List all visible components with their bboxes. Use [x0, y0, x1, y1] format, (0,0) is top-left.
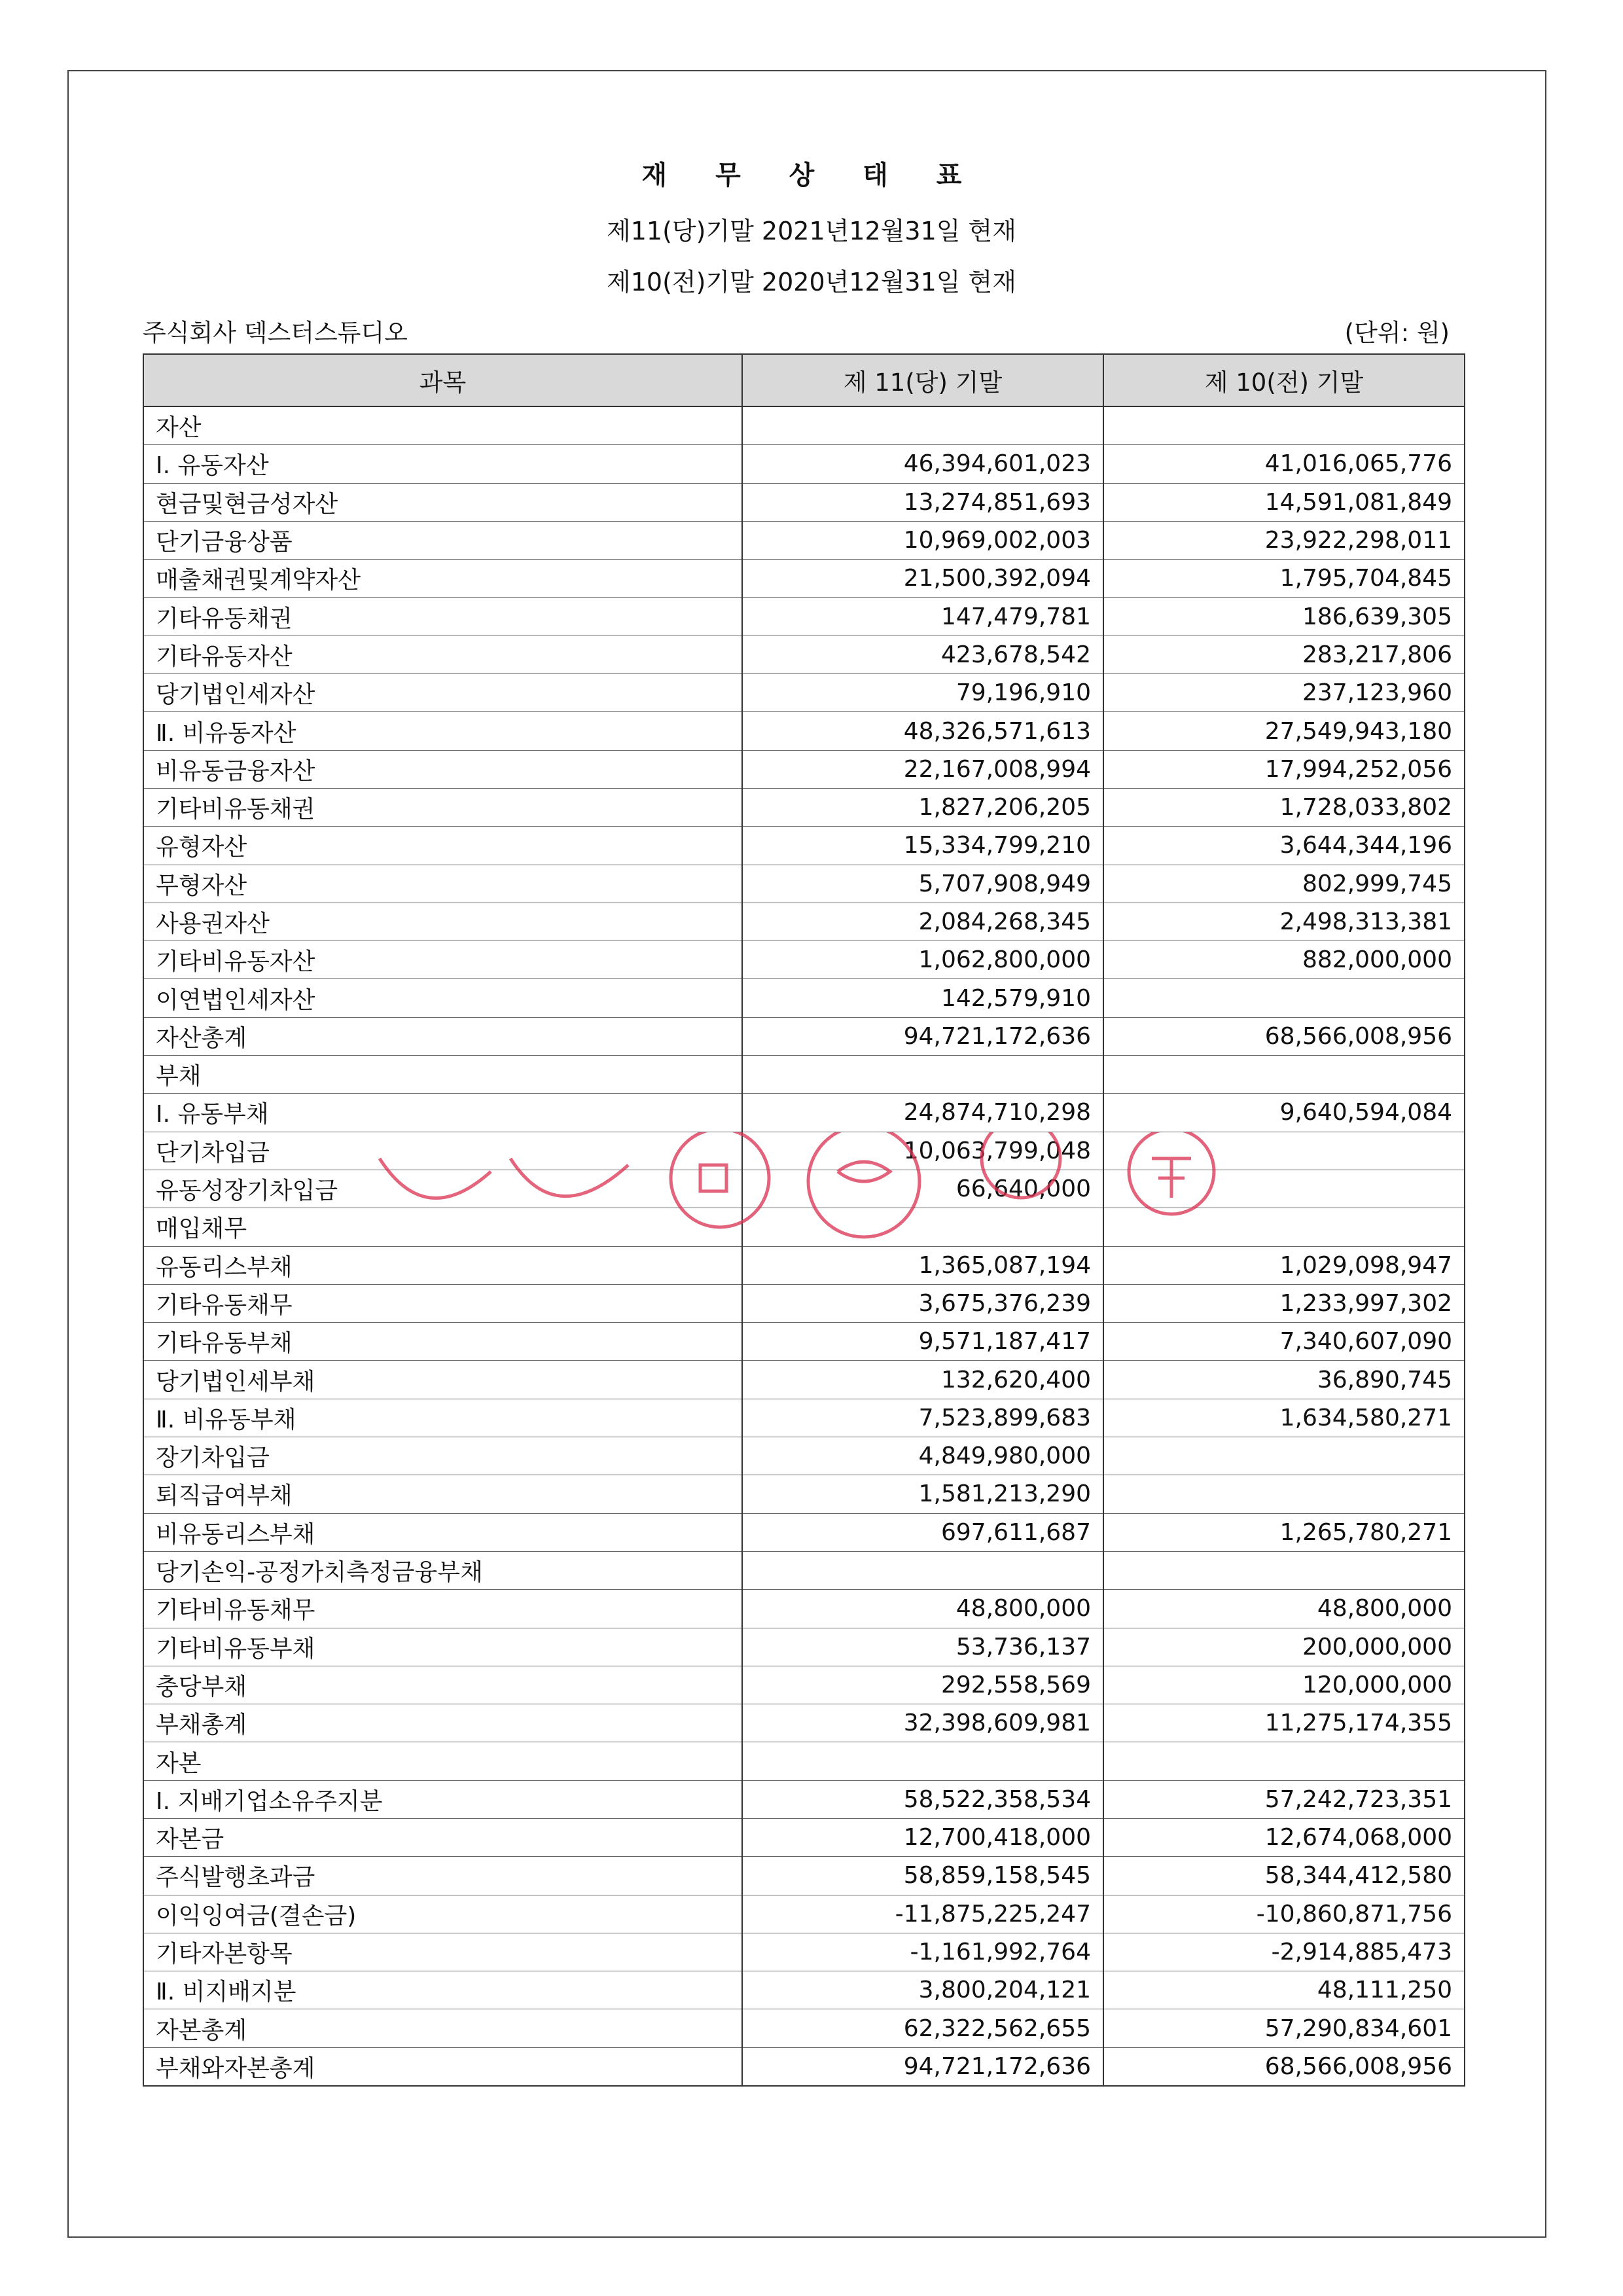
account-name: 유동리스부채 — [143, 1246, 742, 1284]
prior-period-amount: 36,890,745 — [1103, 1361, 1465, 1399]
account-name: 기타비유동채권 — [143, 788, 742, 826]
prior-period-amount: 1,233,997,302 — [1103, 1284, 1465, 1322]
account-name: 유동성장기차입금 — [143, 1170, 742, 1208]
current-period-amount: -11,875,225,247 — [742, 1895, 1103, 1933]
table-row — [143, 1704, 1465, 1742]
current-period-amount: 292,558,569 — [742, 1666, 1103, 1704]
account-name: 기타비유동부채 — [143, 1628, 742, 1666]
current-period-amount — [742, 406, 1103, 445]
table-row — [143, 1933, 1465, 1971]
current-period-amount: 10,063,799,048 — [742, 1132, 1103, 1170]
account-name: 부채와자본총계 — [143, 2047, 742, 2086]
prior-period-amount: 283,217,806 — [1103, 636, 1465, 673]
table-row — [143, 406, 1465, 445]
prior-period-amount: -10,860,871,756 — [1103, 1895, 1465, 1933]
prior-period-amount — [1103, 979, 1465, 1017]
period-current: 제11(당)기말 2021년12월31일 현재 — [607, 217, 1016, 245]
prior-period-amount: 237,123,960 — [1103, 674, 1465, 712]
current-period-amount: 10,969,002,003 — [742, 521, 1103, 559]
table-row — [143, 636, 1465, 673]
prior-period-amount: 200,000,000 — [1103, 1628, 1465, 1666]
current-period-amount: 94,721,172,636 — [742, 2047, 1103, 2086]
prior-period-amount — [1103, 1475, 1465, 1513]
current-period-amount — [742, 1551, 1103, 1589]
prior-period-amount: 57,242,723,351 — [1103, 1780, 1465, 1818]
current-period-amount — [742, 1056, 1103, 1094]
prior-period-amount — [1103, 1551, 1465, 1589]
prior-period-amount: 1,795,704,845 — [1103, 560, 1465, 598]
account-name: 자본총계 — [143, 2009, 742, 2047]
current-period-amount: 9,571,187,417 — [742, 1323, 1103, 1361]
table-row — [143, 1399, 1465, 1437]
unit-label: (단위: 원) — [1344, 319, 1450, 347]
prior-period-amount: 41,016,065,776 — [1103, 445, 1465, 483]
current-period-amount: 24,874,710,298 — [742, 1094, 1103, 1132]
current-period-amount: 62,322,562,655 — [742, 2009, 1103, 2047]
table-row — [143, 1551, 1465, 1589]
prior-period-amount: 68,566,008,956 — [1103, 1017, 1465, 1055]
account-name: 이연법인세자산 — [143, 979, 742, 1017]
account-name: 매출채권및계약자산 — [143, 560, 742, 598]
prior-period-amount: 120,000,000 — [1103, 1666, 1465, 1704]
account-name: 매입채무 — [143, 1208, 742, 1246]
prior-period-amount: 9,640,594,084 — [1103, 1094, 1465, 1132]
current-period-amount: 3,800,204,121 — [742, 1971, 1103, 2009]
prior-period-amount: 48,800,000 — [1103, 1590, 1465, 1628]
table-row — [143, 1780, 1465, 1818]
account-name: 기타비유동채무 — [143, 1590, 742, 1628]
current-period-amount: 32,398,609,981 — [742, 1704, 1103, 1742]
account-name: 사용권자산 — [143, 903, 742, 941]
account-name: 단기차입금 — [143, 1132, 742, 1170]
account-name: 자본금 — [143, 1818, 742, 1856]
prior-period-amount: 1,265,780,271 — [1103, 1513, 1465, 1551]
prior-period-amount: 186,639,305 — [1103, 598, 1465, 636]
account-name: 충당부채 — [143, 1666, 742, 1704]
account-name: 부채총계 — [143, 1704, 742, 1742]
table-row — [143, 1818, 1465, 1856]
account-name: 기타유동채무 — [143, 1284, 742, 1322]
table-row — [143, 445, 1465, 483]
prior-period-amount: 48,111,250 — [1103, 1971, 1465, 2009]
account-name: 비유동금융자산 — [143, 750, 742, 788]
table-row — [143, 1857, 1465, 1895]
table-row — [143, 750, 1465, 788]
table-row — [143, 712, 1465, 750]
header-prior-period: 제 10(전) 기말 — [1103, 354, 1465, 406]
account-name: Ⅰ. 지배기업소유주지분 — [143, 1780, 742, 1818]
current-period-amount: 58,859,158,545 — [742, 1857, 1103, 1895]
account-name: 장기차입금 — [143, 1437, 742, 1475]
table-body — [143, 406, 1465, 2086]
prior-period-amount: 58,344,412,580 — [1103, 1857, 1465, 1895]
balance-sheet-table — [143, 353, 1465, 2087]
prior-period-amount — [1103, 1170, 1465, 1208]
table-row — [143, 1132, 1465, 1170]
prior-period-amount: -2,914,885,473 — [1103, 1933, 1465, 1971]
account-name: 유형자산 — [143, 827, 742, 865]
current-period-amount: 94,721,172,636 — [742, 1017, 1103, 1055]
table-row — [143, 1971, 1465, 2009]
prior-period-amount: 17,994,252,056 — [1103, 750, 1465, 788]
current-period-amount: 147,479,781 — [742, 598, 1103, 636]
prior-period-amount: 68,566,008,956 — [1103, 2047, 1465, 2086]
table-row — [143, 941, 1465, 979]
prior-period-amount — [1103, 1437, 1465, 1475]
current-period-amount: 3,675,376,239 — [742, 1284, 1103, 1322]
current-period-amount — [742, 1742, 1103, 1780]
current-period-amount: -1,161,992,764 — [742, 1933, 1103, 1971]
account-name: 현금및현금성자산 — [143, 483, 742, 521]
current-period-amount: 46,394,601,023 — [742, 445, 1103, 483]
current-period-amount: 48,326,571,613 — [742, 712, 1103, 750]
prior-period-amount: 882,000,000 — [1103, 941, 1465, 979]
company-name: 주식회사 덱스터스튜디오 — [143, 319, 408, 347]
prior-period-amount — [1103, 406, 1465, 445]
account-name: 기타자본항목 — [143, 1933, 742, 1971]
current-period-amount: 22,167,008,994 — [742, 750, 1103, 788]
account-name: 기타유동부채 — [143, 1323, 742, 1361]
account-name: 무형자산 — [143, 865, 742, 903]
current-period-amount: 142,579,910 — [742, 979, 1103, 1017]
table-row — [143, 521, 1465, 559]
table-row — [143, 560, 1465, 598]
current-period-amount: 12,700,418,000 — [742, 1818, 1103, 1856]
table-row — [143, 483, 1465, 521]
current-period-amount: 1,365,087,194 — [742, 1246, 1103, 1284]
current-period-amount: 15,334,799,210 — [742, 827, 1103, 865]
prior-period-amount: 802,999,745 — [1103, 865, 1465, 903]
account-name: 주식발행초과금 — [143, 1857, 742, 1895]
table-row — [143, 1361, 1465, 1399]
account-name: Ⅰ. 유동부채 — [143, 1094, 742, 1132]
account-name: 퇴직급여부채 — [143, 1475, 742, 1513]
table-row — [143, 598, 1465, 636]
prior-period-amount: 11,275,174,355 — [1103, 1704, 1465, 1742]
table-row — [143, 1628, 1465, 1666]
current-period-amount: 697,611,687 — [742, 1513, 1103, 1551]
current-period-amount: 7,523,899,683 — [742, 1399, 1103, 1437]
current-period-amount: 4,849,980,000 — [742, 1437, 1103, 1475]
account-name: 기타비유동자산 — [143, 941, 742, 979]
current-period-amount: 21,500,392,094 — [742, 560, 1103, 598]
table-row — [143, 979, 1465, 1017]
table-row — [143, 865, 1465, 903]
current-period-amount — [742, 1208, 1103, 1246]
prior-period-amount: 57,290,834,601 — [1103, 2009, 1465, 2047]
account-name: 자산총계 — [143, 1017, 742, 1055]
table-row — [143, 1094, 1465, 1132]
prior-period-amount: 23,922,298,011 — [1103, 521, 1465, 559]
table-row — [143, 1590, 1465, 1628]
current-period-amount: 1,062,800,000 — [742, 941, 1103, 979]
table-row — [143, 1017, 1465, 1055]
table-row — [143, 903, 1465, 941]
current-period-amount: 132,620,400 — [742, 1361, 1103, 1399]
account-name: Ⅱ. 비유동부채 — [143, 1399, 742, 1437]
account-name: 기타유동자산 — [143, 636, 742, 673]
prior-period-amount: 1,029,098,947 — [1103, 1246, 1465, 1284]
account-name: Ⅱ. 비유동자산 — [143, 712, 742, 750]
document-title: 재 무 상 태 표 — [641, 160, 982, 190]
prior-period-amount: 27,549,943,180 — [1103, 712, 1465, 750]
table-row — [143, 1437, 1465, 1475]
prior-period-amount — [1103, 1132, 1465, 1170]
prior-period-amount: 1,728,033,802 — [1103, 788, 1465, 826]
account-name: 이익잉여금(결손금) — [143, 1895, 742, 1933]
account-name: 기타유동채권 — [143, 598, 742, 636]
table-row — [143, 1475, 1465, 1513]
prior-period-amount — [1103, 1056, 1465, 1094]
table-row — [143, 1666, 1465, 1704]
account-name: Ⅱ. 비지배지분 — [143, 1971, 742, 2009]
table-row — [143, 1208, 1465, 1246]
account-name: 당기법인세자산 — [143, 674, 742, 712]
table-row — [143, 1323, 1465, 1361]
account-name: 부채 — [143, 1056, 742, 1094]
current-period-amount: 423,678,542 — [742, 636, 1103, 673]
table-row — [143, 1895, 1465, 1933]
current-period-amount: 5,707,908,949 — [742, 865, 1103, 903]
prior-period-amount: 3,644,344,196 — [1103, 827, 1465, 865]
account-name: 당기법인세부채 — [143, 1361, 742, 1399]
period-prior: 제10(전)기말 2020년12월31일 현재 — [607, 268, 1016, 296]
table-row — [143, 2047, 1465, 2086]
current-period-amount: 58,522,358,534 — [742, 1780, 1103, 1818]
prior-period-amount: 2,498,313,381 — [1103, 903, 1465, 941]
prior-period-amount: 7,340,607,090 — [1103, 1323, 1465, 1361]
table-row — [143, 827, 1465, 865]
table-row — [143, 2009, 1465, 2047]
header-current-period: 제 11(당) 기말 — [742, 354, 1103, 406]
current-period-amount: 48,800,000 — [742, 1590, 1103, 1628]
table-row — [143, 1246, 1465, 1284]
account-name: 비유동리스부채 — [143, 1513, 742, 1551]
table-row — [143, 1742, 1465, 1780]
current-period-amount: 53,736,137 — [742, 1628, 1103, 1666]
current-period-amount: 79,196,910 — [742, 674, 1103, 712]
header-account: 과목 — [143, 354, 742, 406]
prior-period-amount — [1103, 1208, 1465, 1246]
current-period-amount: 2,084,268,345 — [742, 903, 1103, 941]
table-row — [143, 674, 1465, 712]
current-period-amount: 13,274,851,693 — [742, 483, 1103, 521]
account-name: 자산 — [143, 406, 742, 445]
prior-period-amount — [1103, 1742, 1465, 1780]
prior-period-amount: 1,634,580,271 — [1103, 1399, 1465, 1437]
table-row — [143, 788, 1465, 826]
table-row — [143, 1513, 1465, 1551]
current-period-amount: 1,581,213,290 — [742, 1475, 1103, 1513]
table-row — [143, 1170, 1465, 1208]
prior-period-amount: 14,591,081,849 — [1103, 483, 1465, 521]
account-name: Ⅰ. 유동자산 — [143, 445, 742, 483]
current-period-amount: 66,640,000 — [742, 1170, 1103, 1208]
table-row — [143, 1284, 1465, 1322]
current-period-amount: 1,827,206,205 — [742, 788, 1103, 826]
account-name: 단기금융상품 — [143, 521, 742, 559]
table-header-row — [143, 354, 1465, 406]
prior-period-amount: 12,674,068,000 — [1103, 1818, 1465, 1856]
table-row — [143, 1056, 1465, 1094]
account-name: 자본 — [143, 1742, 742, 1780]
account-name: 당기손익-공정가치측정금융부채 — [143, 1551, 742, 1589]
